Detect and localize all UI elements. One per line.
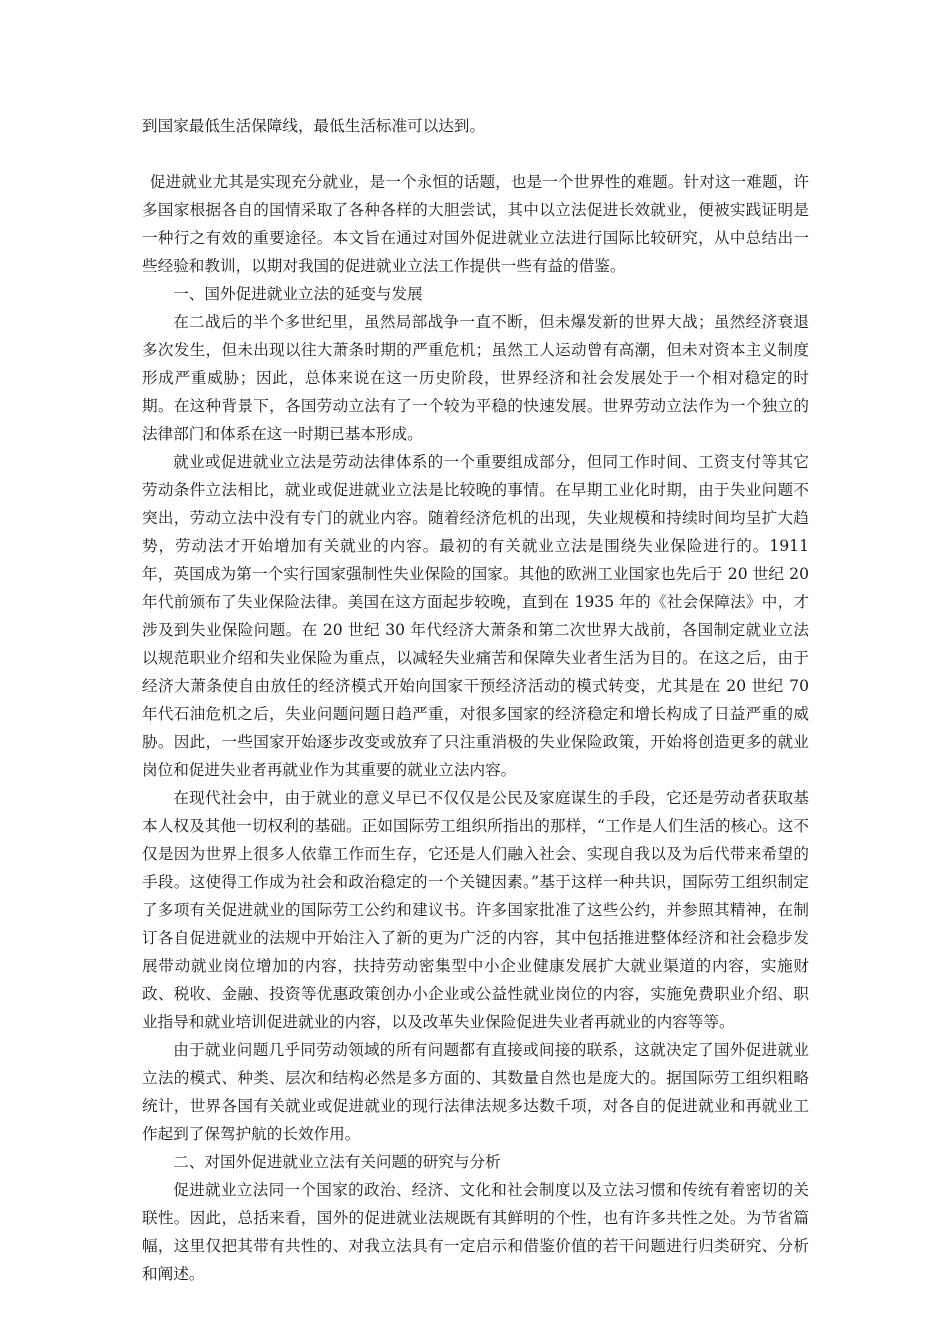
section-heading-1: 一、国外促进就业立法的延变与发展: [173, 285, 423, 303]
paragraph-continuation: 到国家最低生活保障线，最低生活标准可以达到。: [142, 117, 486, 135]
paragraph-gap: [142, 140, 809, 168]
paragraph-analysis-intro: 促进就业立法同一个国家的政治、经济、文化和社会制度以及立法习惯和传统有着密切的关联性。因此，总括来看，国外的促进就业法规既有其鲜明的个性，也有许多共性之处。为节省篇幅，这里仅把其带有共性的、对我立法具有一定启示和借鉴价值的若干问题进行归类研究、分析和阐述。: [142, 1181, 809, 1283]
section-heading-2: 二、对国外促进就业立法有关问题的研究与分析: [173, 1153, 501, 1171]
paragraph-legislation-scope: 由于就业问题几乎同劳动领域的所有问题都有直接或间接的联系，这就决定了国外促进就业立法的模式、种类、层次和结构必然是多方面的、其数量自然也是庞大的。据国际劳工组织粗略统计，世界各国有关就业或促进就业的现行法律法规多达数千项，对各自的促进就业和再就业工作起到了保驾护航的长效作用。: [142, 1041, 809, 1143]
paragraph-modern-society: 在现代社会中，由于就业的意义早已不仅仅是公民及家庭谋生的手段，它还是劳动者获取基本人权及其他一切权利的基础。正如国际劳工组织所指出的那样，“工作是人们生活的核心。这不仅是因为世界上很多人依靠工作而生存，它还是人们融入社会、实现自我以及为后代带来希望的手段。这使得工作成为社会和政治稳定的一个关键因素。”基于这样一种共识，国际劳工组织制定了多项有关促进就业的国际劳工公约和建议书。许多国家批准了这些公约，并参照其精神，在制订各自促进就业的法规中开始注入了新的更为广泛的内容，其中包括推进整体经济和社会稳步发展带动就业岗位增加的内容，扶持劳动密集型中小企业健康发展扩大就业渠道的内容，实施财政、税收、金融、投资等优惠政策创办小企业或公益性就业岗位的内容，实施免费职业介绍、职业指导和就业培训促进就业的内容，以及改革失业保险促进失业者再就业的内容等等。: [142, 789, 809, 1031]
paragraph-employment-legislation: 就业或促进就业立法是劳动法律体系的一个重要组成部分，但同工作时间、工资支付等其它劳动条件立法相比，就业或促进就业立法是比较晚的事情。在早期工业化时期，由于失业问题不突出，劳动立法中没有专门的就业内容。随着经济危机的出现，失业规模和持续时间均呈扩大趋势，劳动法才开始增加有关就业的内容。最初的有关就业立法是围绕失业保险进行的。1911 年，英国成为第一个实行国家强制性失业保险的国家。其他的欧洲工业国家也先后于 20 世纪 20 年代前颁布了失业保险法律。美国在这方面起步较晚，直到在 1935 年的《社会保障法》中，才涉及到失业保险问题。在 20 世纪 30 年代经济大萧条和第二次世界大战前，各国制定就业立法以规范职业介绍和失业保险为重点，以减轻失业痛苦和保障失业者生活为目的。在这之后，由于经济大萧条使自由放任的经济模式开始向国家干预经济活动的模式转变，尤其是在 20 世纪 70 年代石油危机之后，失业问题问题日趋严重，对很多国家的经济稳定和增长构成了日益严重的威胁。因此，一些国家开始逐步改变或放弃了只注重消极的失业保险政策，开始将创造更多的就业岗位和促进失业者再就业作为其重要的就业立法内容。: [142, 453, 809, 779]
paragraph-postwar: 在二战后的半个多世纪里，虽然局部战争一直不断，但未爆发新的世界大战；虽然经济衰退多次发生，但未出现以往大萧条时期的严重危机；虽然工人运动曾有高潮，但未对资本主义制度形成严重威胁；因此，总体来说在这一历史阶段，世界经济和社会发展处于一个相对稳定的时期。在这种背景下，各国劳动立法有了一个较为平稳的快速发展。世界劳动立法作为一个独立的法律部门和体系在这一时期已基本形成。: [142, 313, 809, 443]
paragraph-intro: 促进就业尤其是实现充分就业，是一个永恒的话题，也是一个世界性的难题。针对这一难题，许多国家根据各自的国情采取了各种各样的大胆尝试，其中以立法促进长效就业，便被实践证明是一种行之有效的重要途径。本文旨在通过对国外促进就业立法进行国际比较研究，从中总结出一些经验和教训，以期对我国的促进就业立法工作提供一些有益的借鉴。: [142, 173, 809, 275]
document-body: [142, 112, 809, 1288]
